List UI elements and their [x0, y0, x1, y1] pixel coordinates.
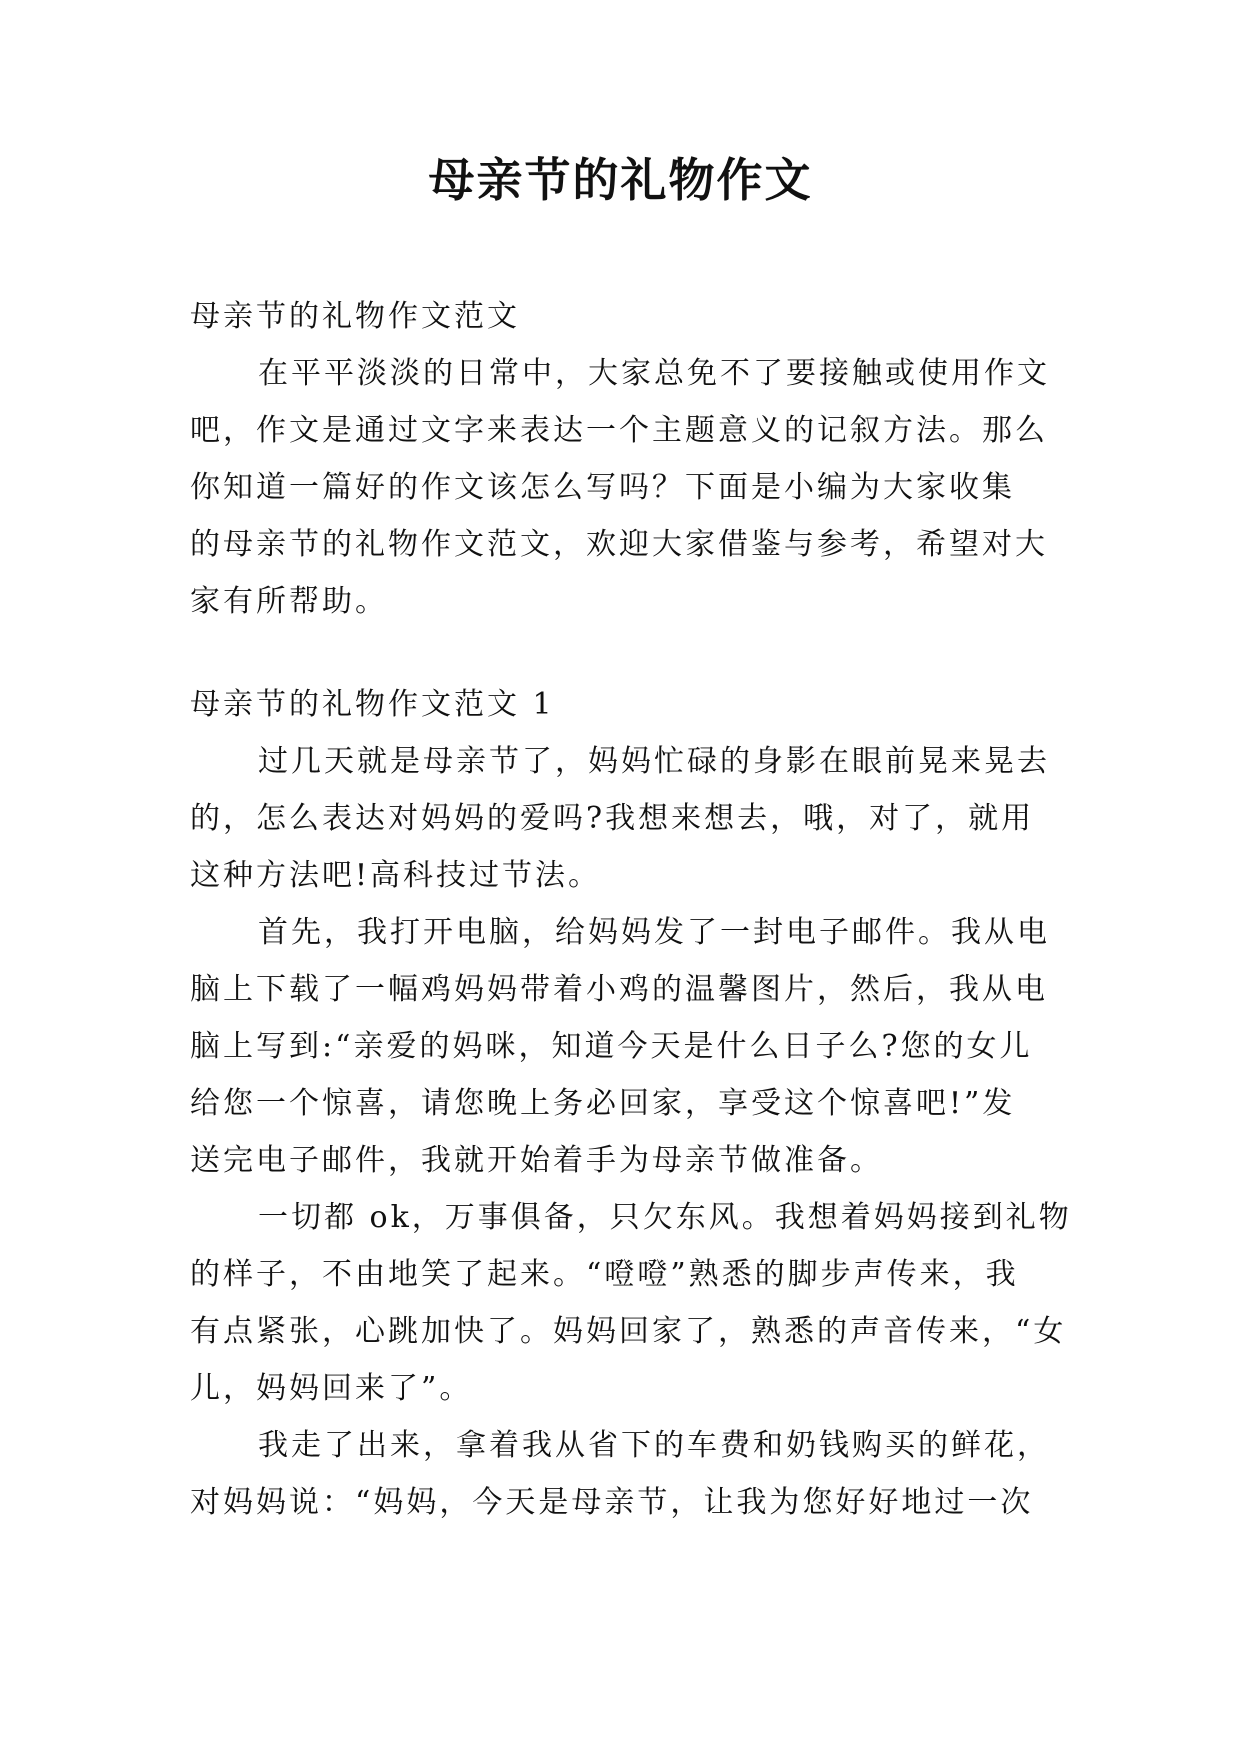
paragraph-line: 的样子，不由地笑了起来。“噔噔”熟悉的脚步声传来，我 [190, 1257, 1019, 1292]
document-body [190, 288, 1072, 1531]
paragraph-line: 家有所帮助。 [190, 584, 388, 619]
paragraph-line: 在平平淡淡的日常中，大家总免不了要接触或使用作文 [258, 356, 1050, 391]
paragraph-line: 过几天就是母亲节了，妈妈忙碌的身影在眼前晃来晃去 [258, 744, 1050, 779]
paragraph-line: 给您一个惊喜，请您晚上务必回家，享受这个惊喜吧!”发 [190, 1086, 1016, 1121]
paragraph-line: 有点紧张，心跳加快了。妈妈回家了，熟悉的声音传来，“女 [190, 1314, 1067, 1349]
paragraph-line: 脑上下载了一幅鸡妈妈带着小鸡的温馨图片，然后，我从电 [190, 972, 1048, 1007]
paragraph-line: 首先，我打开电脑，给妈妈发了一封电子邮件。我从电 [258, 915, 1050, 950]
paragraph-line: 我走了出来，拿着我从省下的车费和奶钱购买的鲜花， [258, 1428, 1050, 1463]
paragraph [190, 1189, 1072, 1417]
paragraph-line: 脑上写到:“亲爱的妈咪，知道今天是什么日子么?您的女儿 [190, 1029, 1033, 1064]
paragraph [190, 904, 1060, 1189]
paragraph-line: 对妈妈说：“妈妈，今天是母亲节，让我为您好好地过一次 [190, 1485, 1034, 1520]
paragraph [190, 733, 1060, 904]
paragraph [190, 1417, 1060, 1531]
paragraph-line: 的母亲节的礼物作文范文，欢迎大家借鉴与参考，希望对大 [190, 527, 1048, 562]
paragraph-line: 儿，妈妈回来了”。 [190, 1371, 473, 1406]
subtitle: 母亲节的礼物作文范文 [190, 299, 520, 334]
paragraph-line: 这种方法吧!高科技过节法。 [190, 858, 602, 893]
document-title: 母亲节的礼物作文 [428, 153, 813, 207]
paragraph-line: 吧，作文是通过文字来表达一个主题意义的记叙方法。那么 [190, 413, 1048, 448]
paragraph-line: 送完电子邮件，我就开始着手为母亲节做准备。 [190, 1143, 883, 1178]
section-heading: 母亲节的礼物作文范文 1 [190, 687, 555, 722]
section-gap [190, 630, 1060, 676]
intro-paragraph [190, 345, 1060, 630]
paragraph-line: 的，怎么表达对妈妈的爱吗?我想来想去，哦，对了，就用 [190, 801, 1035, 836]
paragraph-line: 一切都 ok，万事俱备，只欠东风。我想着妈妈接到礼物 [258, 1200, 1072, 1235]
paragraph-line: 你知道一篇好的作文该怎么写吗？下面是小编为大家收集 [190, 470, 1015, 505]
